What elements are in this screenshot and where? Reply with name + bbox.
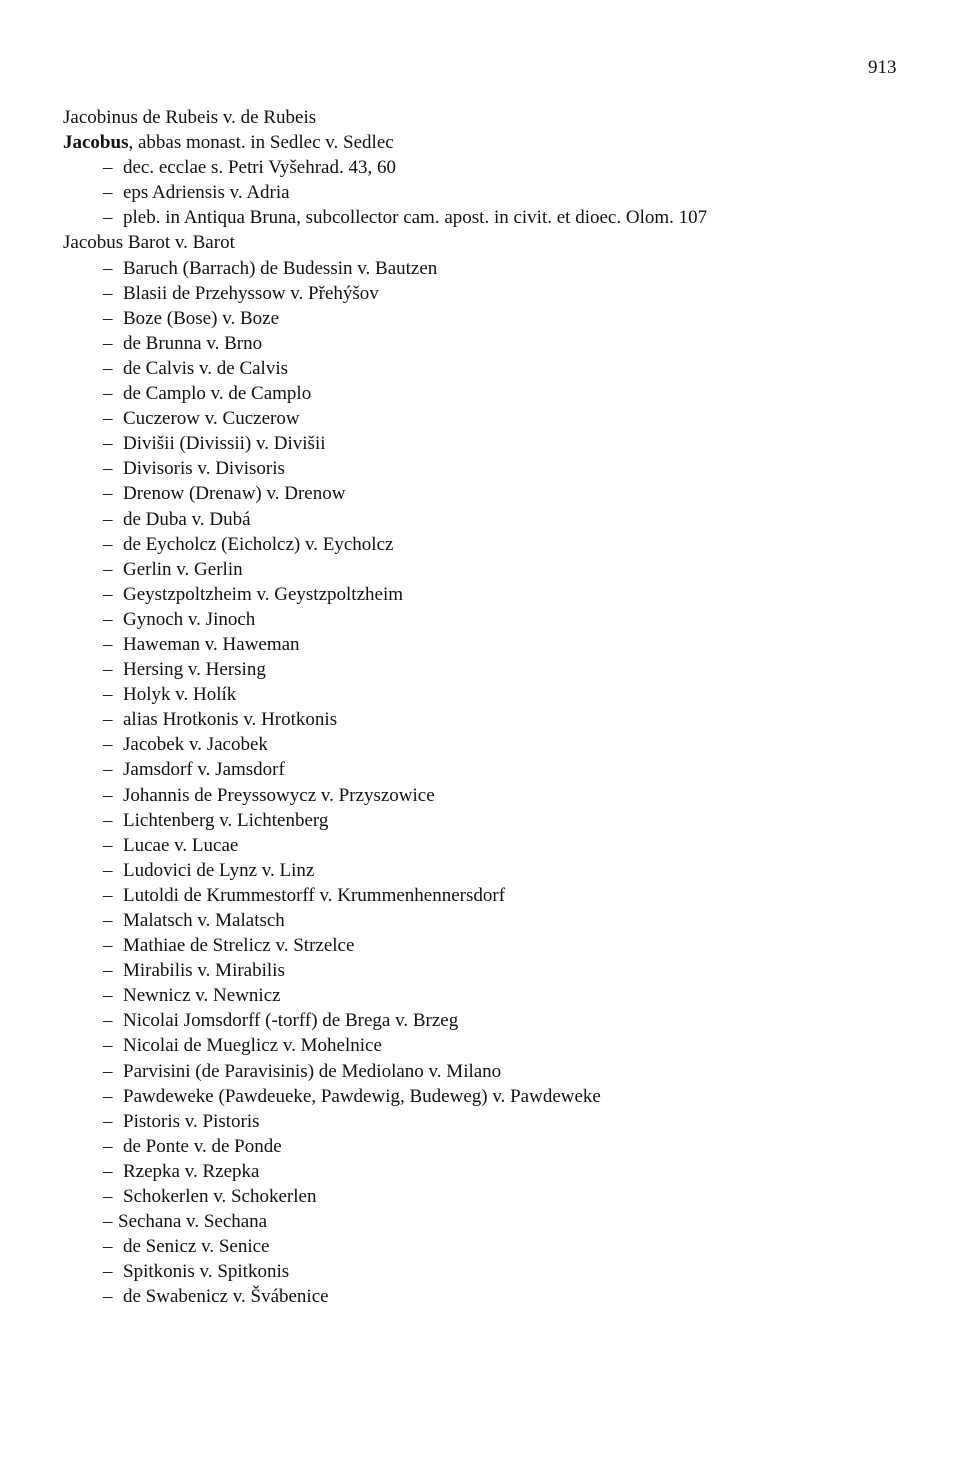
entry-text: Jacobek v. Jacobek	[123, 734, 268, 756]
entry-text: Drenow (Drenaw) v. Drenow	[123, 483, 346, 505]
index-entry-sub	[63, 456, 707, 481]
index-entry-sub	[63, 431, 707, 456]
entry-text: , abbas monast. in Sedlec v. Sedlec	[128, 132, 394, 154]
entry-text: Lichtenberg v. Lichtenberg	[123, 809, 329, 831]
entry-text: Geystzpoltzheim v. Geystzpoltzheim	[123, 583, 403, 605]
index-entry-sub	[63, 406, 707, 431]
entry-text: Rzepka v. Rzepka	[123, 1160, 260, 1182]
index-entry-sub	[63, 757, 707, 782]
index-entry-sub	[63, 707, 707, 732]
entry-text: Boze (Bose) v. Boze	[123, 307, 279, 329]
index-entry-sub	[63, 933, 707, 958]
entry-headword: Jacobus	[63, 132, 129, 154]
index-entry-sub	[63, 1259, 707, 1284]
page-number: 913	[868, 57, 897, 78]
entry-text: de Camplo v. de Camplo	[123, 383, 312, 405]
index-entry-sub	[63, 1059, 707, 1084]
entry-text: Malatsch v. Malatsch	[123, 910, 285, 931]
index-entry-sub	[63, 557, 707, 582]
entry-text: Blasii de Przehyssow v. Přehýšov	[123, 282, 379, 304]
index-entry-sub	[63, 607, 707, 632]
entry-text: Haweman v. Haweman	[123, 633, 300, 655]
index-entry-sub	[63, 155, 707, 180]
entry-text: Lucae v. Lucae	[123, 834, 239, 856]
entry-text: Jamsdorf v. Jamsdorf	[123, 759, 285, 781]
entry-text: Mirabilis v. Mirabilis	[123, 960, 285, 982]
index-entry-sub	[63, 1109, 707, 1134]
index-entry-sub	[63, 356, 707, 381]
index-entry-main	[63, 105, 707, 130]
index-entry-sub	[63, 858, 707, 883]
entry-text: de Brunna v. Brno	[123, 332, 263, 354]
entry-text: Sechana v. Sechana	[118, 1211, 268, 1233]
entry-text: Mathiae de Strelicz v. Strzelce	[123, 935, 355, 957]
index-entry-main	[63, 230, 707, 255]
entry-text: Nicolai Jomsdorff (-torff) de Brega v. Brzeg	[123, 1010, 459, 1032]
index-entry-sub	[63, 783, 707, 808]
index-entry-sub	[63, 657, 707, 682]
index-entry-sub	[63, 1234, 707, 1259]
entry-text: de Swabenicz v. Švábenice	[123, 1286, 329, 1308]
entry-text: Pistoris v. Pistoris	[123, 1110, 260, 1132]
entry-text: eps Adriensis v. Adria	[123, 182, 290, 204]
index-entry-sub	[63, 1284, 707, 1309]
entry-text: Johannis de Preyssowycz v. Przyszowice	[123, 784, 435, 806]
entry-text: Schokerlen v. Schokerlen	[123, 1186, 317, 1208]
index-entry-sub	[63, 1184, 707, 1209]
index-entry-sub	[63, 481, 707, 506]
index-entry-sub	[63, 205, 707, 230]
entry-text: alias Hrotkonis v. Hrotkonis	[123, 709, 338, 731]
entry-text: Gerlin v. Gerlin	[123, 558, 243, 580]
entry-text: de Eycholcz (Eicholcz) v. Eycholcz	[123, 533, 394, 555]
entry-text: Cuczerow v. Cuczerow	[123, 408, 300, 430]
entry-text: Divišii (Divissii) v. Divišii	[123, 433, 326, 455]
entry-text: Divisoris v. Divisoris	[123, 458, 285, 480]
index-entry-sub	[63, 582, 707, 607]
entry-text: Parvisini (de Paravisinis) de Mediolano v. Milano	[123, 1060, 502, 1082]
entry-text: Pawdeweke (Pawdeueke, Pawdewig, Budeweg) v. Pawdeweke	[123, 1085, 601, 1107]
index-entry-sub	[63, 306, 707, 331]
index-entry-sub	[63, 180, 707, 205]
entry-text: Gynoch v. Jinoch	[123, 608, 256, 630]
entry-text: pleb. in Antiqua Bruna, subcollector cam. apost. in civit. et dioec. Olom. 107	[123, 207, 708, 229]
index-entry-sub	[63, 532, 707, 557]
entry-text: Ludovici de Lynz v. Linz	[123, 859, 315, 881]
entry-text: Jacobinus de Rubeis v. de Rubeis	[63, 107, 317, 128]
index-entry-sub	[63, 908, 707, 933]
index-entry-sub	[63, 883, 707, 908]
index-list	[63, 105, 707, 1310]
entry-text: dec. ecclae s. Petri Vyšehrad. 43, 60	[123, 157, 396, 179]
entry-text: de Duba v. Dubá	[123, 508, 251, 530]
entry-text: Newnicz v. Newnicz	[123, 985, 281, 1007]
index-entry-sub	[63, 381, 707, 406]
index-entry-sub	[63, 256, 707, 281]
entry-text: Nicolai de Mueglicz v. Mohelnice	[123, 1035, 382, 1057]
index-entry-sub	[63, 331, 707, 356]
entry-text: de Senicz v. Senice	[123, 1236, 270, 1258]
index-entry-sub	[63, 732, 707, 757]
entry-text: Spitkonis v. Spitkonis	[123, 1261, 290, 1283]
entry-text: Lutoldi de Krummestorff v. Krummenhennersdorf	[123, 884, 506, 906]
entry-text: de Calvis v. de Calvis	[123, 357, 288, 379]
index-entry-sub	[63, 808, 707, 833]
index-entry-sub	[63, 632, 707, 657]
index-entry-sub	[63, 1159, 707, 1184]
index-entry-sub	[63, 682, 707, 707]
index-entry-sub	[63, 833, 707, 858]
index-entry-main	[63, 130, 707, 155]
index-entry-sub	[63, 983, 707, 1008]
index-entry-sub	[63, 1084, 707, 1109]
index-entry-sub	[63, 958, 707, 983]
entry-text: Hersing v. Hersing	[123, 659, 266, 681]
index-entry-sub	[63, 1033, 707, 1058]
entry-text: Baruch (Barrach) de Budessin v. Bautzen	[123, 257, 438, 279]
index-entry-sub	[63, 281, 707, 306]
index-entry-sub	[63, 507, 707, 532]
index-entry-sub	[63, 1008, 707, 1033]
index-entry-sub	[63, 1209, 707, 1234]
entry-text: Holyk v. Holík	[123, 684, 237, 706]
entry-text: de Ponte v. de Ponde	[123, 1135, 282, 1157]
index-entry-sub	[63, 1134, 707, 1159]
entry-text: Jacobus Barot v. Barot	[63, 232, 235, 254]
